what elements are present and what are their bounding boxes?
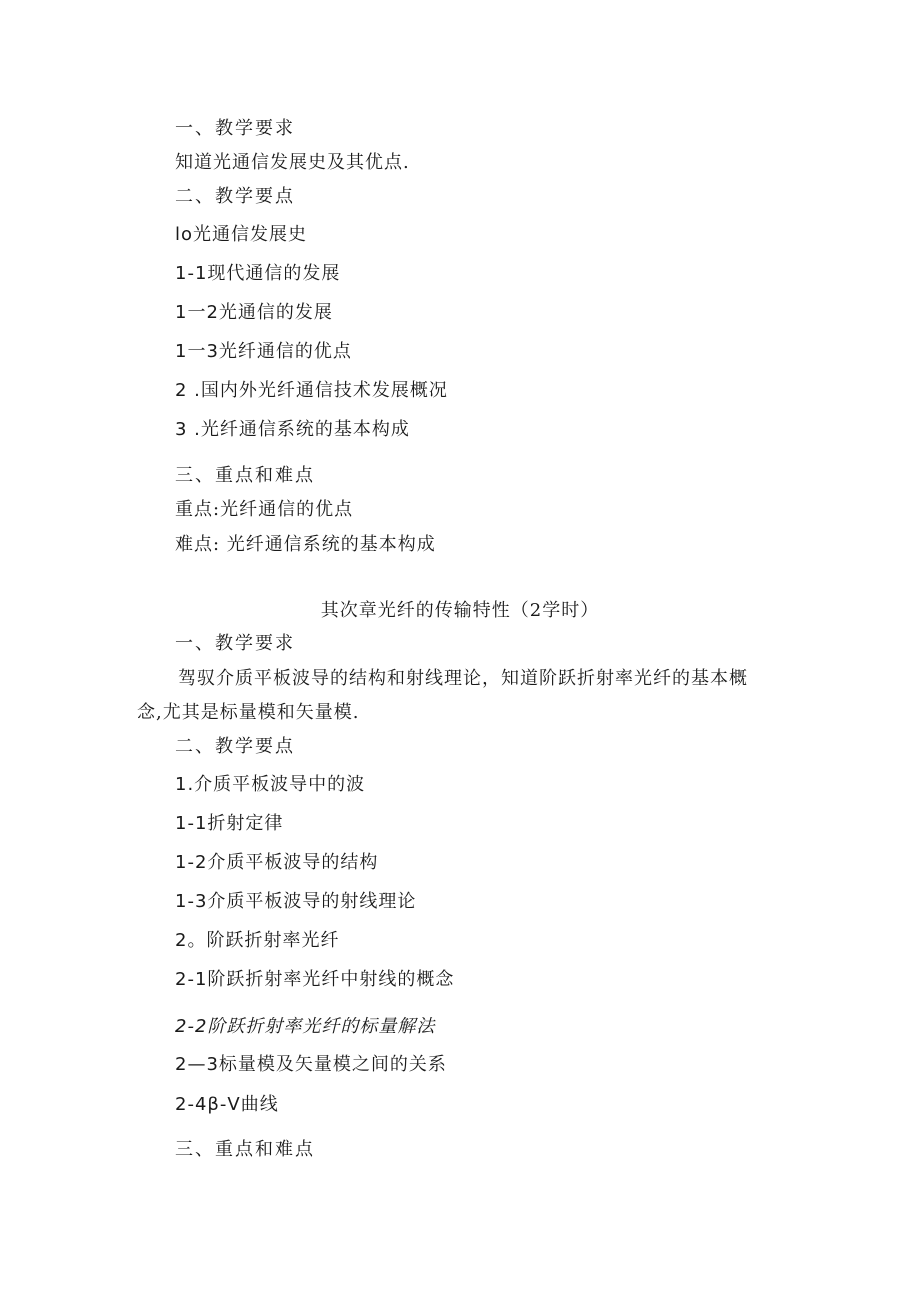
teaching-point-item: 1-1折射定律 [175, 813, 284, 834]
teaching-point-item: 2 .国内外光纤通信技术发展概况 [175, 380, 448, 401]
difficult-point-text: 难点: 光纤通信系统的基本构成 [175, 534, 436, 555]
teaching-point-item: 1-2介质平板波导的结构 [175, 852, 379, 873]
teaching-point-item: 2-4β-V曲线 [175, 1094, 279, 1115]
teaching-point-item: 2—3标量模及矢量模之间的关系 [175, 1054, 447, 1075]
chapter-title: 其次章光纤的传输特性（2学时） [320, 600, 600, 621]
teaching-requirements-heading: 一、教学要求 [175, 118, 295, 139]
teaching-point-item: 1-1现代通信的发展 [175, 263, 341, 284]
teaching-point-item: 1一2光通信的发展 [175, 302, 333, 323]
teaching-point-item: 1.介质平板波导中的波 [175, 774, 366, 795]
teaching-points-heading: 二、教学要点 [175, 736, 295, 757]
teaching-point-item: 2。阶跃折射率光纤 [175, 930, 340, 951]
key-point-text: 重点:光纤通信的优点 [175, 499, 354, 520]
teaching-point-item: 1一3光纤通信的优点 [175, 341, 352, 362]
key-difficult-heading: 三、重点和难点 [175, 465, 315, 486]
teaching-point-item: 2-2阶跃折射率光纤的标量解法 [175, 1016, 436, 1037]
teaching-requirements-heading: 一、教学要求 [175, 633, 295, 654]
key-difficult-heading: 三、重点和难点 [175, 1139, 315, 1160]
teaching-point-item: 1-3介质平板波导的射线理论 [175, 891, 417, 912]
teaching-requirements-text: 知道光通信发展史及其优点. [175, 152, 410, 173]
teaching-point-item: 3 .光纤通信系统的基本构成 [175, 419, 410, 440]
teaching-requirements-text-line2: 念,尤其是标量模和矢量模. [137, 702, 360, 723]
teaching-point-item: 2-1阶跃折射率光纤中射线的概念 [175, 969, 455, 990]
teaching-points-heading: 二、教学要点 [175, 186, 295, 207]
teaching-requirements-text-line1: 驾驭介质平板波导的结构和射线理论，知道阶跃折射率光纤的基本概 [178, 668, 748, 689]
teaching-point-item: lo光通信发展史 [175, 224, 308, 245]
